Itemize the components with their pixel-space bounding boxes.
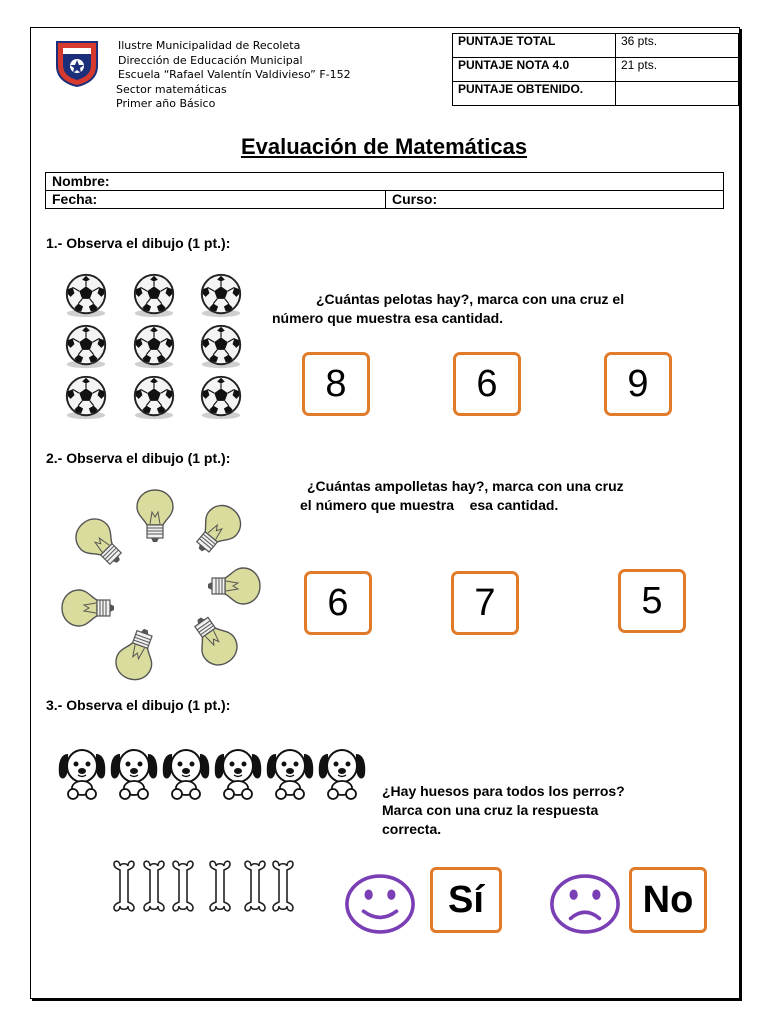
name-label: Nombre:: [52, 173, 110, 189]
soccer-ball-icon: [62, 373, 110, 421]
soccer-ball-icon: [130, 373, 178, 421]
school-logo-icon: [53, 38, 101, 88]
answer-option-6[interactable]: 6: [304, 571, 372, 635]
answer-option-5[interactable]: 5: [618, 569, 686, 633]
bone-icon: [243, 858, 267, 914]
instruction-line: el número que muestra esa cantidad.: [300, 497, 559, 513]
date-field[interactable]: [46, 191, 386, 209]
bone-icon: [142, 858, 166, 914]
soccer-ball-icon: [130, 322, 178, 370]
score-table: [452, 33, 739, 106]
question-3-heading: 3.- Observa el dibujo (1 pt.):: [46, 697, 231, 713]
school-info: [118, 39, 351, 112]
soccer-ball-icon: [130, 271, 178, 319]
school-name-line: Escuela “Rafael Valentín Valdivieso” F-152: [118, 68, 351, 81]
light-bulb-icon: [206, 566, 262, 606]
dog-icon: [160, 744, 212, 800]
page-title: Evaluación de Matemáticas: [240, 134, 528, 159]
obtained-score-field[interactable]: [616, 82, 739, 106]
answer-option-9[interactable]: 9: [604, 352, 672, 416]
answer-yes-box[interactable]: Sí: [430, 867, 502, 933]
score-label: PUNTAJE TOTAL: [453, 34, 616, 58]
question-1-instruction: [272, 290, 624, 328]
dog-icon: [212, 744, 264, 800]
question-1-heading: 1.- Observa el dibujo (1 pt.):: [46, 235, 231, 251]
dog-icon: [56, 744, 108, 800]
student-info-table: [45, 172, 724, 209]
bone-icon: [112, 858, 136, 914]
question-2-heading: 2.- Observa el dibujo (1 pt.):: [46, 450, 231, 466]
instruction-line: ¿Hay huesos para todos los perros?: [382, 783, 625, 799]
instruction-line: correcta.: [382, 821, 442, 837]
soccer-ball-icon: [62, 322, 110, 370]
direction-line: Dirección de Educación Municipal: [118, 53, 303, 67]
answer-option-6[interactable]: 6: [453, 352, 521, 416]
soccer-ball-icon: [197, 322, 245, 370]
light-bulb-icon: [60, 588, 116, 628]
sad-face-icon: [548, 873, 622, 935]
score-value: 36 pts.: [616, 34, 739, 58]
table-row: [453, 34, 739, 58]
date-label: Fecha:: [52, 191, 98, 207]
question-2-instruction: [300, 477, 624, 515]
name-field[interactable]: [46, 173, 724, 191]
soccer-ball-icon: [62, 271, 110, 319]
soccer-ball-icon: [197, 271, 245, 319]
instruction-line: número que muestra esa cantidad.: [272, 310, 504, 326]
score-value: 21 pts.: [616, 58, 739, 82]
dog-icon: [264, 744, 316, 800]
score-label: PUNTAJE OBTENIDO.: [453, 82, 616, 106]
municipality-line: Ilustre Municipalidad de Recoleta: [118, 39, 301, 52]
answer-option-7[interactable]: 7: [451, 571, 519, 635]
grade-line: Primer año Básico: [116, 97, 216, 110]
dog-icon: [316, 744, 368, 800]
score-label: PUNTAJE NOTA 4.0: [453, 58, 616, 82]
bone-icon: [271, 858, 295, 914]
soccer-ball-icon: [197, 373, 245, 421]
course-label: Curso:: [392, 191, 438, 207]
subject-line: Sector matemáticas: [116, 82, 227, 96]
instruction-line: ¿Cuántas ampolletas hay?, marca con una cruz: [307, 478, 624, 494]
dog-icon: [108, 744, 160, 800]
answer-no-box[interactable]: No: [629, 867, 707, 933]
light-bulb-icon: [135, 488, 175, 544]
course-field[interactable]: [386, 191, 724, 209]
bone-icon: [171, 858, 195, 914]
instruction-line: ¿Cuántas pelotas hay?, marca con una cruz el: [316, 291, 625, 307]
happy-face-icon: [343, 873, 417, 935]
question-3-instruction: [382, 782, 625, 839]
bone-icon: [208, 858, 232, 914]
table-row: [453, 82, 739, 106]
answer-option-8[interactable]: 8: [302, 352, 370, 416]
table-row: [453, 58, 739, 82]
instruction-line: Marca con una cruz la respuesta: [382, 802, 599, 818]
